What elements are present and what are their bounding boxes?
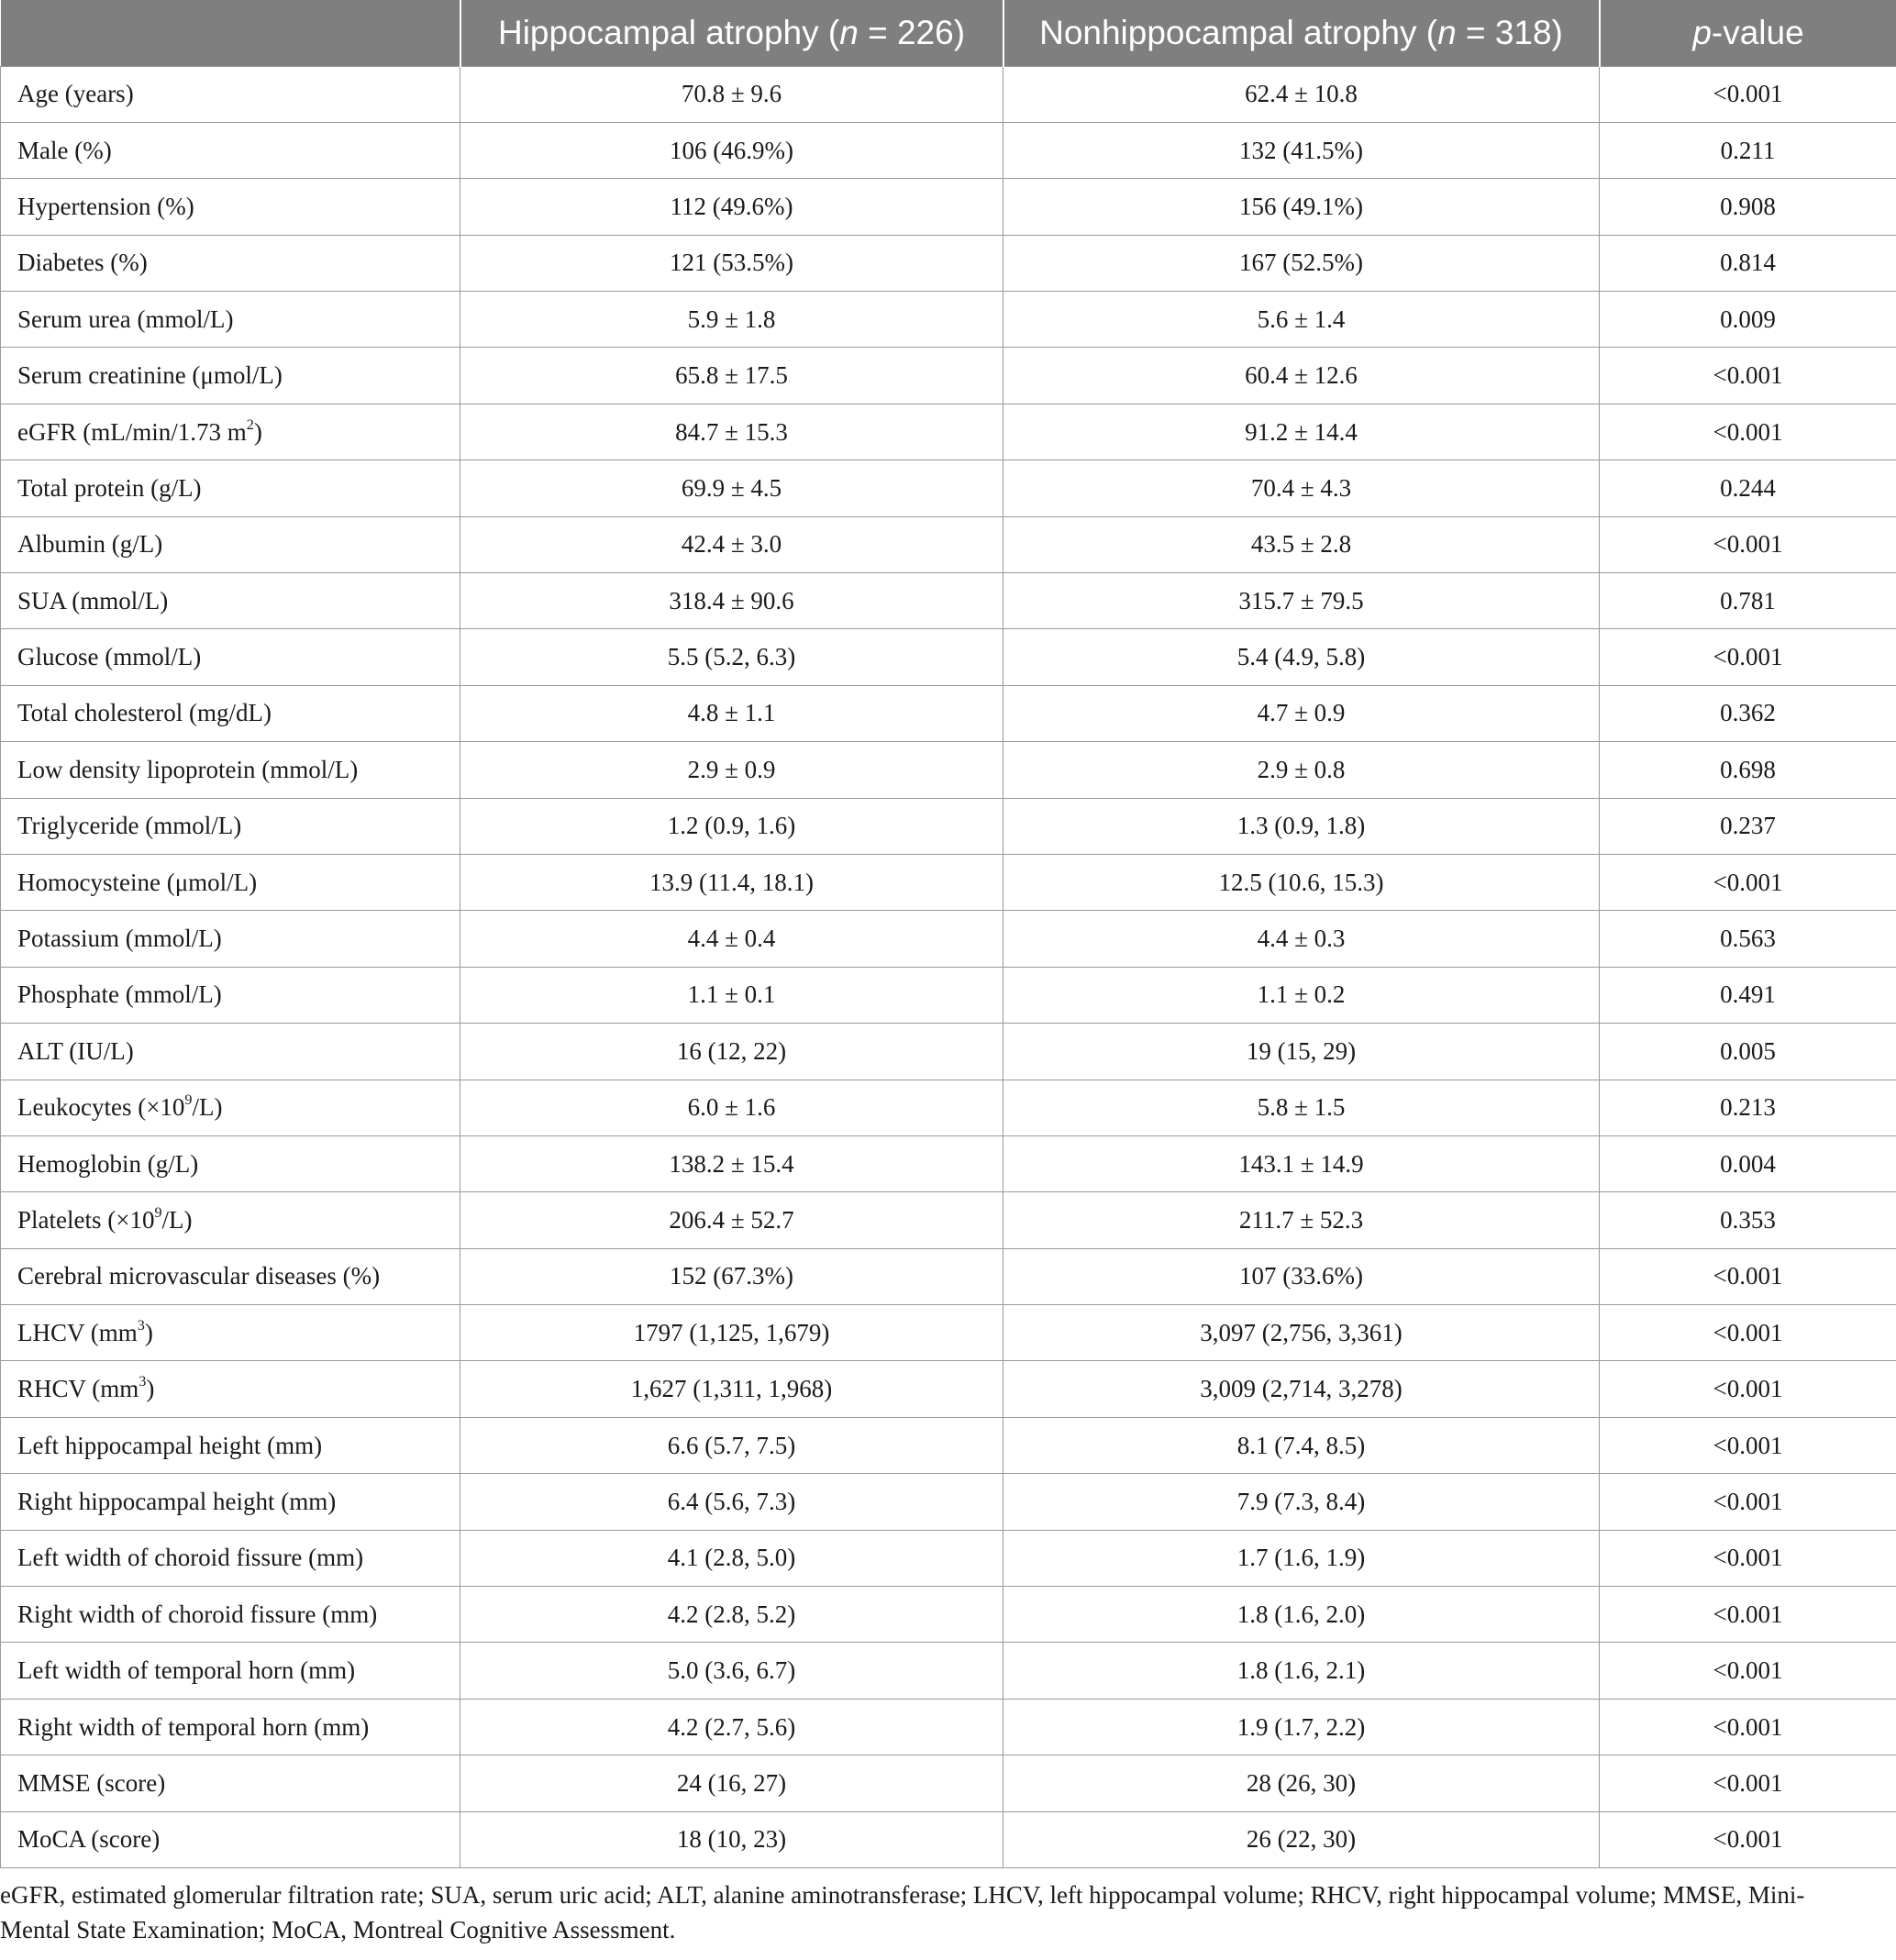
nonhippocampal-value: 156 (49.1%) — [1003, 179, 1600, 235]
row-label: eGFR (mL/min/1.73 $m^2$) — [1, 404, 460, 460]
nonhippocampal-value: 2.9 ± 0.8 — [1003, 742, 1600, 798]
row-label: Phosphate (mmol/L) — [1, 967, 460, 1023]
hippocampal-value: 4.8 ± 1.1 — [460, 685, 1003, 741]
p-value: 0.213 — [1600, 1080, 1896, 1135]
nonhippocampal-value: 3,009 (2,714, 3,278) — [1003, 1361, 1600, 1417]
p-value: <0.001 — [1600, 1643, 1896, 1699]
hippocampal-value: 6.4 (5.6, 7.3) — [460, 1474, 1003, 1530]
nonhippocampal-value: 28 (26, 30) — [1003, 1755, 1600, 1811]
hippocampal-value: 70.8 ± 9.6 — [460, 66, 1003, 122]
p-value: 0.781 — [1600, 573, 1896, 629]
hippocampal-value: 106 (46.9%) — [460, 122, 1003, 178]
p-value: <0.001 — [1600, 1587, 1896, 1643]
p-value: <0.001 — [1600, 629, 1896, 685]
header-blank — [1, 0, 460, 66]
p-value: 0.908 — [1600, 179, 1896, 235]
table-row — [1, 629, 1896, 685]
row-label: Hemoglobin (g/L) — [1, 1135, 460, 1191]
hippocampal-value: 16 (12, 22) — [460, 1024, 1003, 1080]
row-label: Right width of temporal horn (mm) — [1, 1699, 460, 1755]
p-value: 0.237 — [1600, 798, 1896, 854]
table-row — [1, 1361, 1896, 1417]
hippocampal-value: 152 (67.3%) — [460, 1248, 1003, 1304]
table-row — [1, 1474, 1896, 1530]
table-row — [1, 685, 1896, 741]
nonhippocampal-value: 5.6 ± 1.4 — [1003, 292, 1600, 348]
p-value: <0.001 — [1600, 516, 1896, 572]
table-row — [1, 1305, 1896, 1361]
table-row — [1, 1192, 1896, 1248]
table-row — [1, 854, 1896, 910]
p-value: 0.698 — [1600, 742, 1896, 798]
p-value: <0.001 — [1600, 1361, 1896, 1417]
nonhippocampal-value: 167 (52.5%) — [1003, 235, 1600, 291]
nonhippocampal-value: 132 (41.5%) — [1003, 122, 1600, 178]
nonhippocampal-value: 315.7 ± 79.5 — [1003, 573, 1600, 629]
table-header-row — [1, 0, 1896, 66]
nonhippocampal-value: 1.8 (1.6, 2.1) — [1003, 1643, 1600, 1699]
table-row — [1, 1530, 1896, 1586]
table-row — [1, 460, 1896, 516]
hippocampal-value: 5.5 (5.2, 6.3) — [460, 629, 1003, 685]
table-row — [1, 1643, 1896, 1699]
nonhippocampal-value: 143.1 ± 14.9 — [1003, 1135, 1600, 1191]
header-p-value: p-value — [1600, 0, 1896, 66]
p-value: <0.001 — [1600, 1699, 1896, 1755]
row-label: Low density lipoprotein (mmol/L) — [1, 742, 460, 798]
hippocampal-value: 2.9 ± 0.9 — [460, 742, 1003, 798]
p-value: <0.001 — [1600, 854, 1896, 910]
table-row — [1, 1024, 1896, 1080]
nonhippocampal-value: 1.7 (1.6, 1.9) — [1003, 1530, 1600, 1586]
nonhippocampal-value: 91.2 ± 14.4 — [1003, 404, 1600, 460]
row-label: Potassium (mmol/L) — [1, 911, 460, 967]
row-label: Serum urea (mmol/L) — [1, 292, 460, 348]
table-row — [1, 1699, 1896, 1755]
table-row — [1, 1417, 1896, 1473]
row-label: Left width of choroid fissure (mm) — [1, 1530, 460, 1586]
header-nonhippocampal-atrophy: Nonhippocampal atrophy (n = 318) — [1003, 0, 1600, 66]
hippocampal-value: 24 (16, 27) — [460, 1755, 1003, 1811]
hippocampal-value: 318.4 ± 90.6 — [460, 573, 1003, 629]
row-label: SUA (mmol/L) — [1, 573, 460, 629]
nonhippocampal-value: 1.3 (0.9, 1.8) — [1003, 798, 1600, 854]
nonhippocampal-value: 1.8 (1.6, 2.0) — [1003, 1587, 1600, 1643]
hippocampal-value: 18 (10, 23) — [460, 1811, 1003, 1867]
row-label: Cerebral microvascular diseases (%) — [1, 1248, 460, 1304]
table-row — [1, 122, 1896, 178]
row-label: RHCV $(mm^3)$ — [1, 1361, 460, 1417]
table-row — [1, 573, 1896, 629]
header-hippocampal-atrophy: Hippocampal atrophy (n = 226) — [460, 0, 1003, 66]
p-value: 0.353 — [1600, 1192, 1896, 1248]
hippocampal-value: 42.4 ± 3.0 — [460, 516, 1003, 572]
nonhippocampal-value: 107 (33.6%) — [1003, 1248, 1600, 1304]
hippocampal-value: 1.2 (0.9, 1.6) — [460, 798, 1003, 854]
row-label: Left hippocampal height (mm) — [1, 1417, 460, 1473]
p-value: 0.244 — [1600, 460, 1896, 516]
nonhippocampal-value: 4.7 ± 0.9 — [1003, 685, 1600, 741]
table-row — [1, 66, 1896, 122]
hippocampal-value: 4.4 ± 0.4 — [460, 911, 1003, 967]
p-value: 0.491 — [1600, 967, 1896, 1023]
row-label: Homocysteine (μmol/L) — [1, 854, 460, 910]
row-label: Platelets $(\times 10^9/L)$ — [1, 1192, 460, 1248]
table-row — [1, 1811, 1896, 1867]
hippocampal-value: 1.1 ± 0.1 — [460, 967, 1003, 1023]
hippocampal-value: 112 (49.6%) — [460, 179, 1003, 235]
row-label: Male (%) — [1, 122, 460, 178]
nonhippocampal-value: 1.9 (1.7, 2.2) — [1003, 1699, 1600, 1755]
p-value: <0.001 — [1600, 1474, 1896, 1530]
table-row — [1, 404, 1896, 460]
p-value: <0.001 — [1600, 1530, 1896, 1586]
nonhippocampal-value: 5.8 ± 1.5 — [1003, 1080, 1600, 1135]
p-value: 0.004 — [1600, 1135, 1896, 1191]
row-label: LHCV $(mm^3)$ — [1, 1305, 460, 1361]
nonhippocampal-value: 60.4 ± 12.6 — [1003, 348, 1600, 404]
table-row — [1, 348, 1896, 404]
hippocampal-value: 13.9 (11.4, 18.1) — [460, 854, 1003, 910]
row-label: Diabetes (%) — [1, 235, 460, 291]
p-value: 0.005 — [1600, 1024, 1896, 1080]
hippocampal-value: 206.4 ± 52.7 — [460, 1192, 1003, 1248]
table-row — [1, 1135, 1896, 1191]
table-body — [1, 66, 1896, 1868]
hippocampal-value: 6.6 (5.7, 7.5) — [460, 1417, 1003, 1473]
hippocampal-value: 1,627 (1,311, 1,968) — [460, 1361, 1003, 1417]
row-label: Total protein (g/L) — [1, 460, 460, 516]
hippocampal-value: 1797 (1,125, 1,679) — [460, 1305, 1003, 1361]
p-value: 0.563 — [1600, 911, 1896, 967]
table-footnote: eGFR, estimated glomerular filtration rate; SUA, serum uric acid; ALT, alanine aminotransferase; LHCV, left hippocampal volume; RHCV, right hippocampal volume; MMSE, Mini-Mental State Examination; MoCA, Montreal Cognitive Assessment. — [0, 1881, 1805, 1943]
row-label: Age (years) — [1, 66, 460, 122]
row-label: Right width of choroid fissure (mm) — [1, 1587, 460, 1643]
table-row — [1, 1755, 1896, 1811]
nonhippocampal-value: 43.5 ± 2.8 — [1003, 516, 1600, 572]
table-row — [1, 1080, 1896, 1135]
table-row — [1, 235, 1896, 291]
nonhippocampal-value: 8.1 (7.4, 8.5) — [1003, 1417, 1600, 1473]
table-row — [1, 179, 1896, 235]
nonhippocampal-value: 12.5 (10.6, 15.3) — [1003, 854, 1600, 910]
nonhippocampal-value: 211.7 ± 52.3 — [1003, 1192, 1600, 1248]
p-value: <0.001 — [1600, 66, 1896, 122]
table-row — [1, 292, 1896, 348]
p-value: 0.211 — [1600, 122, 1896, 178]
table-row — [1, 911, 1896, 967]
nonhippocampal-value: 62.4 ± 10.8 — [1003, 66, 1600, 122]
p-value: <0.001 — [1600, 348, 1896, 404]
row-label: Total cholesterol (mg/dL) — [1, 685, 460, 741]
row-label: ALT (IU/L) — [1, 1024, 460, 1080]
hippocampal-value: 4.2 (2.7, 5.6) — [460, 1699, 1003, 1755]
row-label: Glucose (mmol/L) — [1, 629, 460, 685]
nonhippocampal-value: 4.4 ± 0.3 — [1003, 911, 1600, 967]
row-label: Left width of temporal horn (mm) — [1, 1643, 460, 1699]
hippocampal-value: 6.0 ± 1.6 — [460, 1080, 1003, 1135]
p-value: <0.001 — [1600, 1248, 1896, 1304]
p-value: <0.001 — [1600, 404, 1896, 460]
p-value: <0.001 — [1600, 1305, 1896, 1361]
hippocampal-value: 5.0 (3.6, 6.7) — [460, 1643, 1003, 1699]
nonhippocampal-value: 3,097 (2,756, 3,361) — [1003, 1305, 1600, 1361]
row-label: MMSE (score) — [1, 1755, 460, 1811]
hippocampal-value: 121 (53.5%) — [460, 235, 1003, 291]
row-label: Serum creatinine (μmol/L) — [1, 348, 460, 404]
hippocampal-value: 84.7 ± 15.3 — [460, 404, 1003, 460]
hippocampal-value: 65.8 ± 17.5 — [460, 348, 1003, 404]
table-row — [1, 1248, 1896, 1304]
row-label: Leukocytes $(\times 10^9/L)$ — [1, 1080, 460, 1135]
hippocampal-value: 4.1 (2.8, 5.0) — [460, 1530, 1003, 1586]
row-label: Albumin (g/L) — [1, 516, 460, 572]
hippocampal-value: 5.9 ± 1.8 — [460, 292, 1003, 348]
p-value: 0.814 — [1600, 235, 1896, 291]
row-label: Right hippocampal height (mm) — [1, 1474, 460, 1530]
p-value: 0.009 — [1600, 292, 1896, 348]
table-row — [1, 1587, 1896, 1643]
row-label: Triglyceride (mmol/L) — [1, 798, 460, 854]
table-row — [1, 798, 1896, 854]
row-label: MoCA (score) — [1, 1811, 460, 1867]
nonhippocampal-value: 1.1 ± 0.2 — [1003, 967, 1600, 1023]
table-row — [1, 516, 1896, 572]
table-row — [1, 742, 1896, 798]
nonhippocampal-value: 7.9 (7.3, 8.4) — [1003, 1474, 1600, 1530]
nonhippocampal-value: 26 (22, 30) — [1003, 1811, 1600, 1867]
p-value: <0.001 — [1600, 1755, 1896, 1811]
nonhippocampal-value: 19 (15, 29) — [1003, 1024, 1600, 1080]
hippocampal-value: 69.9 ± 4.5 — [460, 460, 1003, 516]
nonhippocampal-value: 5.4 (4.9, 5.8) — [1003, 629, 1600, 685]
p-value: 0.362 — [1600, 685, 1896, 741]
hippocampal-value: 138.2 ± 15.4 — [460, 1135, 1003, 1191]
table-row — [1, 967, 1896, 1023]
nonhippocampal-value: 70.4 ± 4.3 — [1003, 460, 1600, 516]
row-label: Hypertension (%) — [1, 179, 460, 235]
hippocampal-value: 4.2 (2.8, 5.2) — [460, 1587, 1003, 1643]
p-value: <0.001 — [1600, 1417, 1896, 1473]
p-value: <0.001 — [1600, 1811, 1896, 1867]
